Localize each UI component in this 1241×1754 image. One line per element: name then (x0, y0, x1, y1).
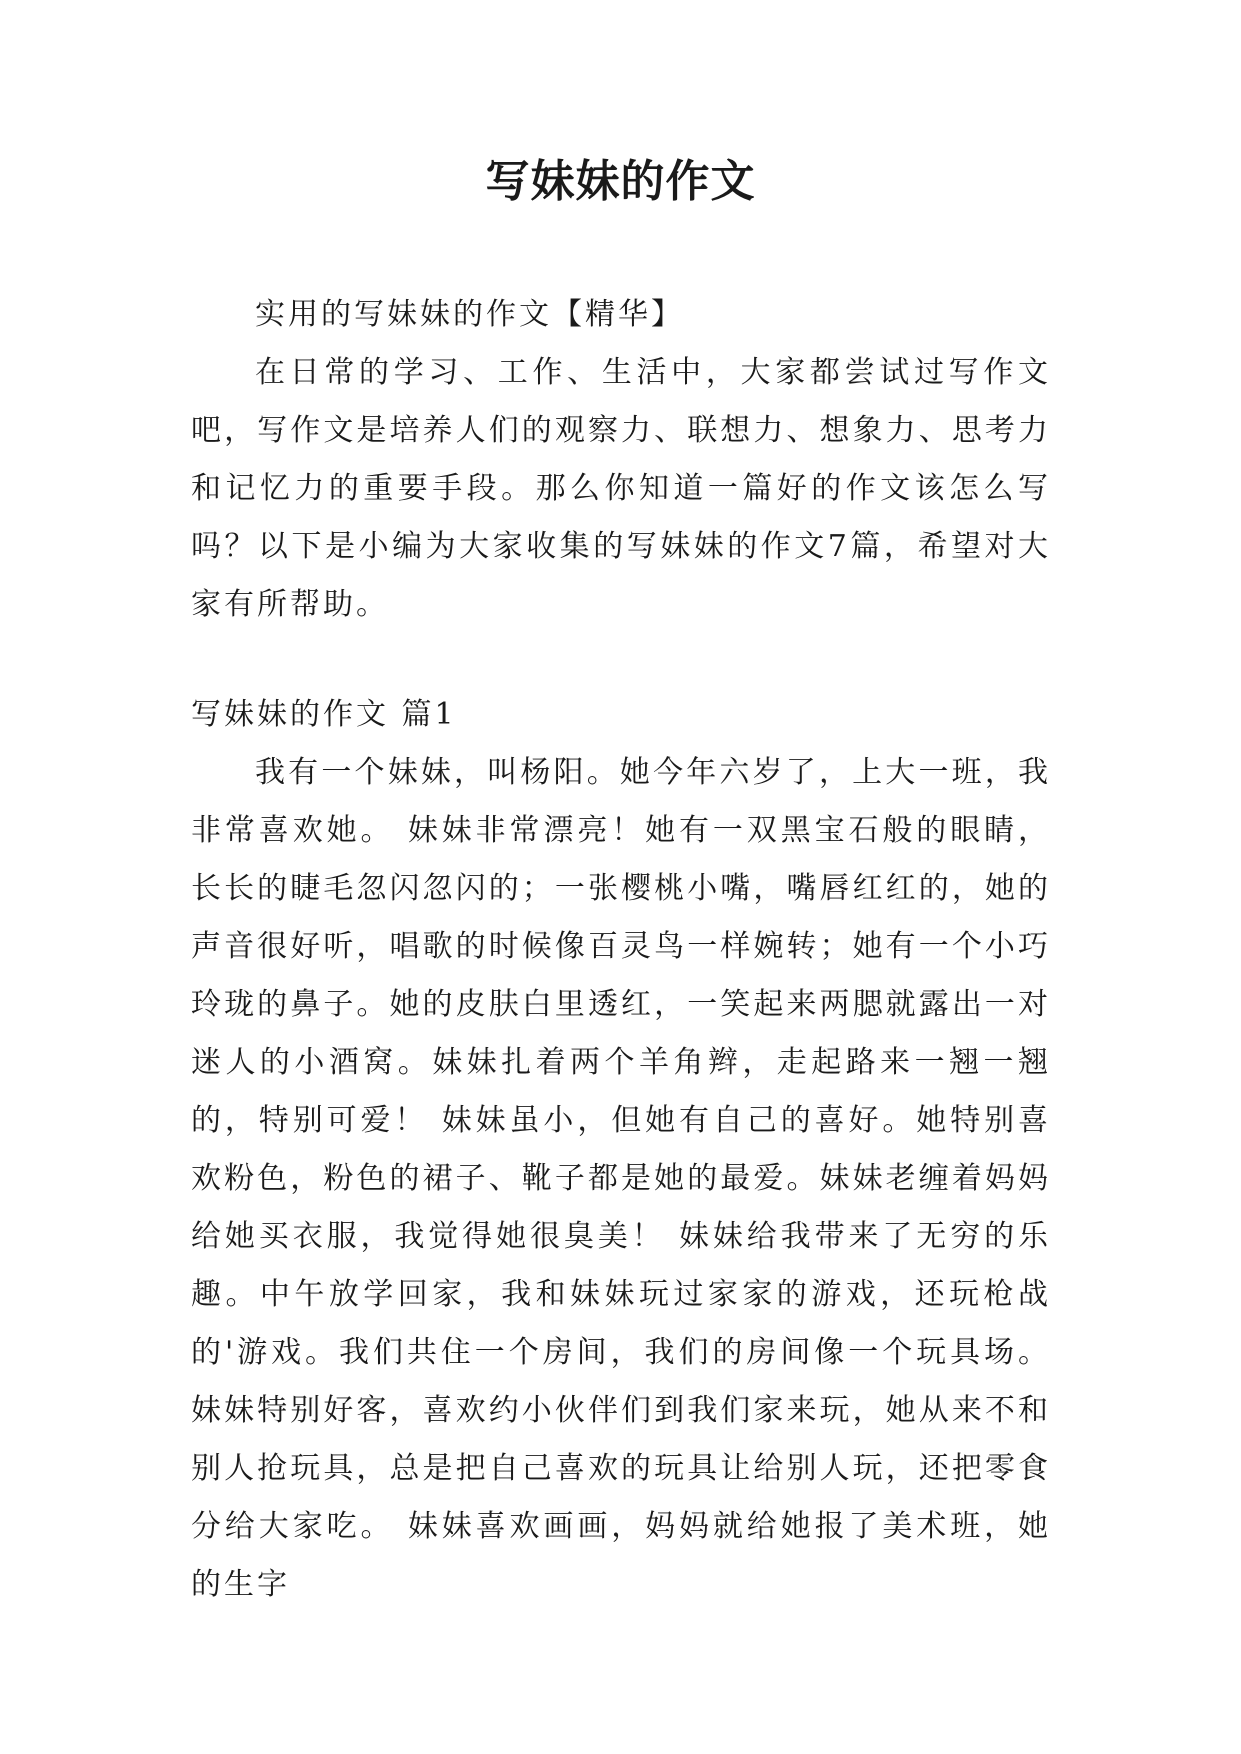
section-heading: 写妹妹的作文 篇1 (191, 697, 457, 732)
intro-paragraph: 在日常的学习、工作、生活中，大家都尝试过写作文吧，写作文是培养人们的观察力、联想力、想象力、思考力和记忆力的重要手段。那么你知道一篇好的作文该怎么写吗？以下是小编为大家收集的写妹妹的作文7篇，希望对大家有所帮助。 (191, 355, 1051, 622)
document-body (191, 286, 1051, 1614)
section-body-paragraph: 我有一个妹妹，叫杨阳。她今年六岁了，上大一班，我非常喜欢她。 妹妹非常漂亮！她有一双黑宝石般的眼睛，长长的睫毛忽闪忽闪的；一张樱桃小嘴，嘴唇红红的，她的声音很好听，唱歌的时候像百灵鸟一样婉转；她有一个小巧玲珑的鼻子。她的皮肤白里透红，一笑起来两腮就露出一对迷人的小酒窝。妹妹扎着两个羊角辫，走起路来一翘一翘的，特别可爱！ 妹妹虽小，但她有自己的喜好。她特别喜欢粉色，粉色的裙子、靴子都是她的最爱。妹妹老缠着妈妈给她买衣服，我觉得她很臭美！ 妹妹给我带来了无穷的乐趣。中午放学回家，我和妹妹玩过家家的游戏，还玩枪战的'游戏。我们共住一个房间，我们的房间像一个玩具场。妹妹特别好客，喜欢约小伙伴们到我们家来玩，她从来不和别人抢玩具，总是把自己喜欢的玩具让给别人玩，还把零食分给大家吃。 妹妹喜欢画画，妈妈就给她报了美术班，她的生字 (191, 755, 1051, 1602)
document-subtitle: 实用的写妹妹的作文【精华】 (255, 297, 684, 332)
document-title: 写妹妹的作文 (485, 156, 756, 207)
